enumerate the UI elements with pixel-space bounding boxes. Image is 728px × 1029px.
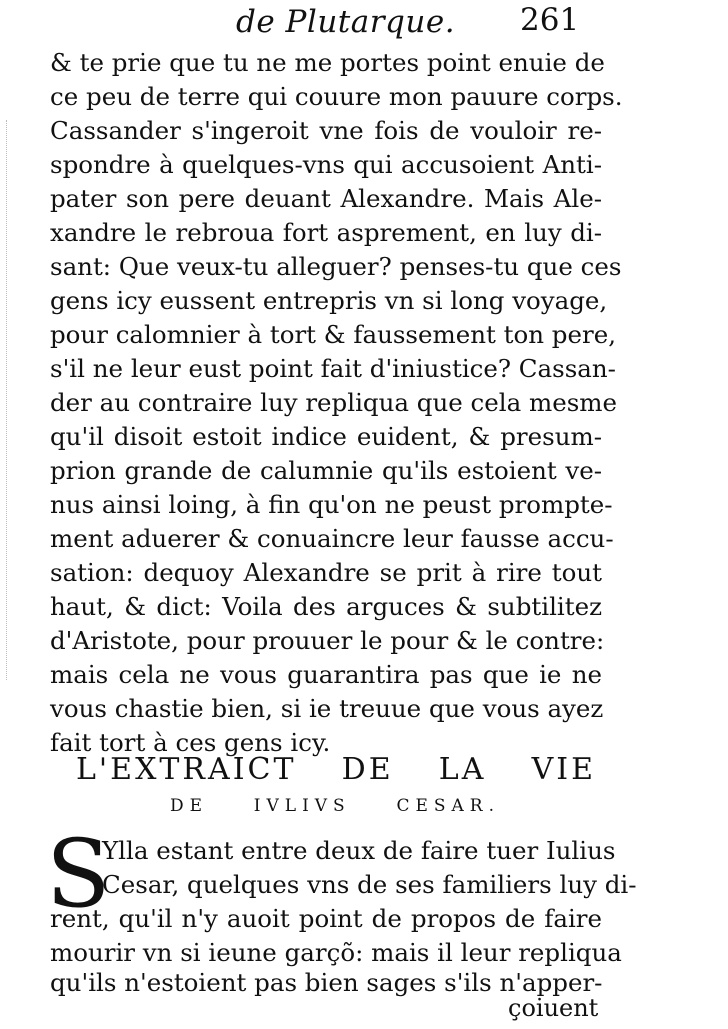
- text-line: ce peu de terre qui couure mon pauure corps.: [50, 82, 623, 111]
- text-line: s'il ne leur eust point fait d'iniustice? Cassan-: [50, 354, 616, 383]
- text-line: der au contraire luy repliqua que cela mesme: [50, 388, 618, 417]
- text-line: d'Aristote, pour prouuer le pour & le contre:: [50, 626, 605, 655]
- text-line: & te prie que tu ne me portes point enuie de: [50, 48, 605, 77]
- section-heading: L'EXTRAICT DE LA VIE: [76, 752, 596, 787]
- text-line: Ylla estant entre deux de faire tuer Iulius: [102, 836, 616, 865]
- page-number: 261: [520, 2, 580, 38]
- drop-cap: S: [46, 820, 111, 929]
- text-line: rent, qu'il n'y auoit point de propos de faire: [50, 904, 602, 933]
- text-line: mourir vn si ieune garçõ: mais il leur repliqua: [50, 938, 622, 967]
- running-head: de Plutarque.: [236, 4, 456, 40]
- text-line: qu'il disoit estoit indice euident, & presum-: [50, 422, 602, 451]
- text-line: sant: Que veux-tu alleguer? penses-tu que ces: [50, 252, 622, 281]
- text-line: prion grande de calumnie qu'ils estoient ve-: [50, 456, 602, 485]
- text-line: xandre le rebroua fort asprement, en luy di-: [50, 218, 602, 247]
- text-line: haut, & dict: Voila des arguces & subtilitez: [50, 592, 602, 621]
- catchword: çoiuent: [508, 994, 599, 1022]
- text-line: fait tort à ces gens icy.: [50, 728, 331, 757]
- text-line: vous chastie bien, si ie treuue que vous ayez: [50, 694, 604, 723]
- text-line: spondre à quelques-vns qui accusoient Anti-: [50, 150, 602, 179]
- section-subheading: DE IVLIVS CESAR.: [170, 796, 500, 816]
- text-line: sation: dequoy Alexandre se prit à rire tout: [50, 558, 602, 587]
- text-line: nus ainsi loing, à fin qu'on ne peust prompte-: [50, 490, 613, 519]
- text-line: Cassander s'ingeroit vne fois de vouloir re-: [50, 116, 602, 145]
- text-line: mais cela ne vous guarantira pas que ie ne: [50, 660, 602, 689]
- text-line: pater son pere deuant Alexandre. Mais Ale-: [50, 184, 602, 213]
- text-line: Cesar, quelques vns de ses familiers luy di-: [102, 870, 637, 899]
- text-line: ment aduerer & conuaincre leur fausse accu-: [50, 524, 614, 553]
- text-line: gens icy eussent entrepris vn si long voyage,: [50, 286, 608, 315]
- text-line: pour calomnier à tort & faussement ton pere,: [50, 320, 616, 349]
- page-edge: [6, 120, 13, 680]
- text-line: qu'ils n'estoient pas bien sages s'ils n'apper-: [50, 968, 603, 997]
